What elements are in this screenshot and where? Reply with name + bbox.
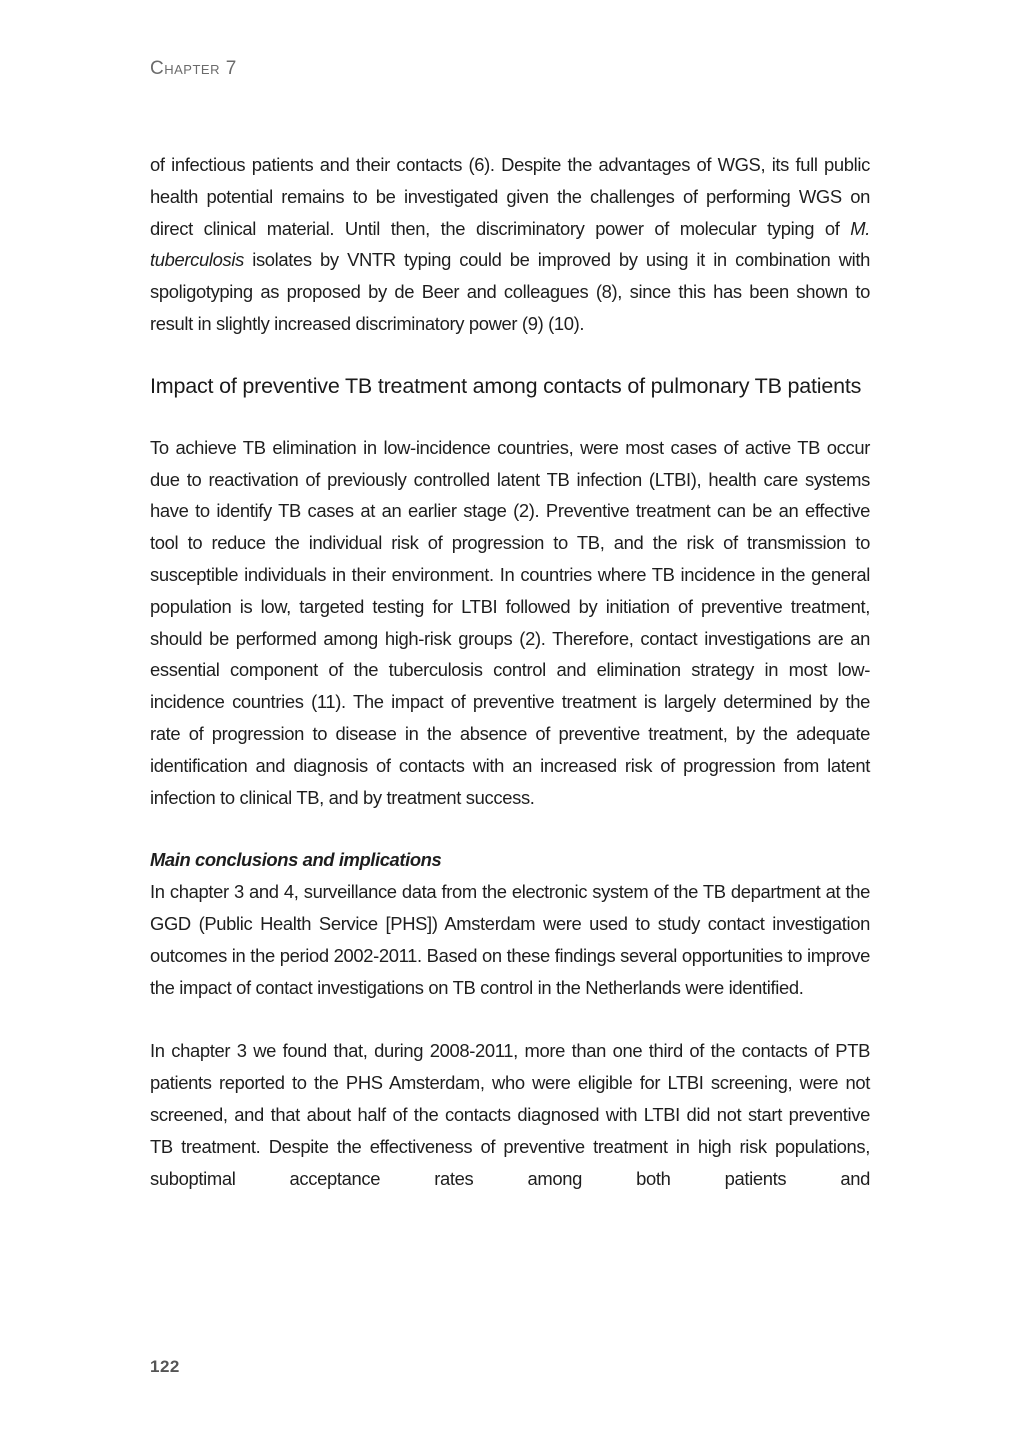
page-body xyxy=(150,149,870,1194)
spacer xyxy=(150,402,870,432)
section-heading: Impact of preventive TB treatment among contacts of pulmonary TB patients xyxy=(150,373,862,398)
paragraph-surveillance-data: In chapter 3 and 4, surveillance data from the electronic system of the TB department at the GGD (Public Health Service [PHS]) Amsterdam were used to study contact investigation outcomes in the period 2002-2011. Based on these findings several opportunities to improve the impact of contact investigations on TB control in the Netherlands were identified. xyxy=(150,881,870,998)
paragraph-text: isolates by VNTR typing could be improved by using it in combination with spoligotyping as proposed by de Beer and colleagues (8), since this has been shown to result in slightly increased discriminatory power (9) (10). xyxy=(150,249,870,334)
paragraph-text: of infectious patients and their contacts (6). Despite the advantages of WGS, its full public health potential remains to be investigated given the challenges of performing WGS on direct clinical material. Until then, the discriminatory power of molecular typing of xyxy=(150,154,870,239)
spacer xyxy=(150,813,870,844)
species-name-italic: M. tuberculosis xyxy=(150,217,870,271)
running-head-chapter: Chapter 7 xyxy=(150,58,237,79)
paragraph-wgs-discussion xyxy=(150,149,870,340)
spacer xyxy=(150,340,870,370)
subsection-heading: Main conclusions and implications xyxy=(150,849,442,871)
paragraph-chapter3-findings: In chapter 3 we found that, during 2008-2011, more than one third of the contacts of PTB patients reported to the PHS Amsterdam, who were eligible for LTBI screening, were not screened, and that about half of the contacts diagnosed with LTBI did not start preventive TB treatment. Despite the effectiveness of preventive treatment in high risk populations, suboptimal acceptance rates among both patients and xyxy=(150,1040,870,1189)
spacer xyxy=(150,1003,870,1035)
page-number: 122 xyxy=(150,1357,180,1376)
paragraph-tb-elimination: To achieve TB elimination in low-incidence countries, were most cases of active TB occur due to reactivation of previously controlled latent TB infection (LTBI), health care systems have to identify TB cases at an earlier stage (2). Preventive treatment can be an effective tool to reduce the individual risk of progression to TB, and the risk of transmission to susceptible individuals in their environment. In countries where TB incidence in the general population is low, targeted testing for LTBI followed by initiation of preventive treatment, should be performed among high-risk groups (2). Therefore, contact investigations are an essential component of the tuberculosis control and elimination strategy in most low-incidence countries (11). The impact of preventive treatment is largely determined by the rate of progression to disease in the absence of preventive treatment, by the adequate identification and diagnosis of contacts with an increased risk of progression from latent infection to clinical TB, and by treatment success. xyxy=(150,436,870,808)
